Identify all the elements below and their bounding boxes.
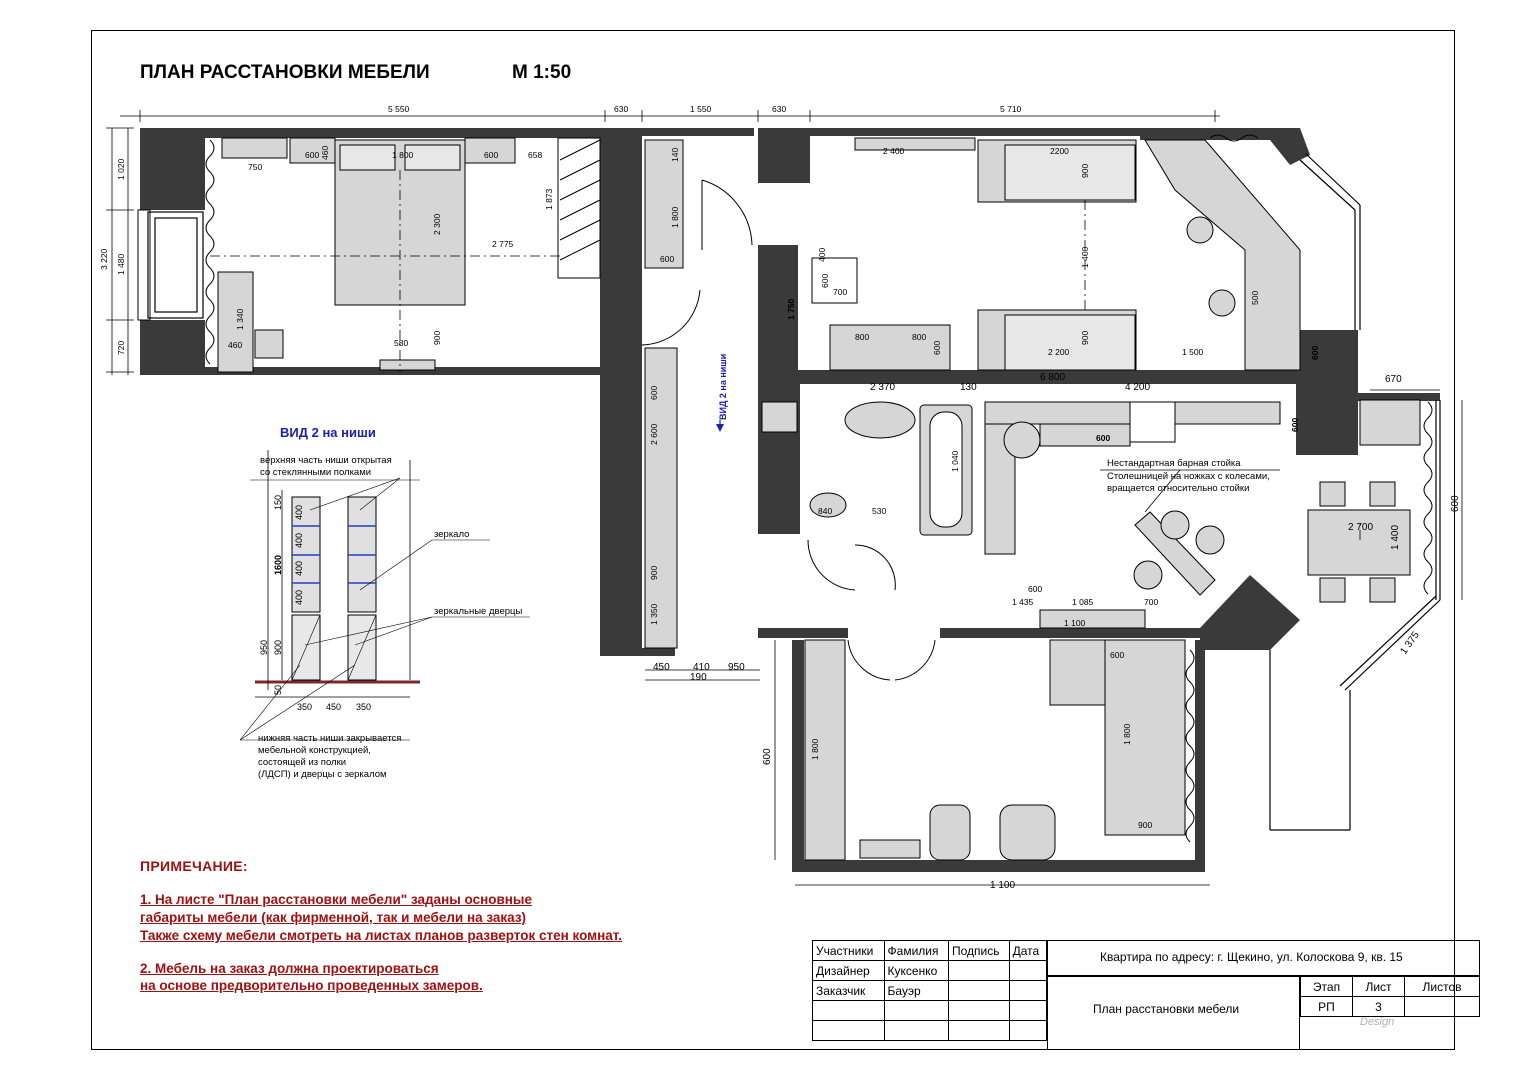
- dim-inner-60: 670: [1385, 374, 1402, 385]
- tb-header-date: Дата: [1009, 941, 1046, 961]
- dim-inner-4: 600: [484, 150, 499, 160]
- tb-name-client: Бауэр: [884, 981, 948, 1001]
- view2-left-2: 1600: [273, 554, 283, 575]
- dim-inner-42: 2 370: [870, 382, 896, 393]
- dim-inner-30: 600: [932, 340, 942, 355]
- dim-inner-44: 6 800: [1040, 372, 1066, 383]
- view2-title: ВИД 2 на ниши: [280, 425, 376, 440]
- tb-sheets-header: Листов: [1405, 977, 1480, 997]
- tb-sheet-header: Лист: [1353, 977, 1405, 997]
- note-line-3: Также схему мебели смотреть на листах планов разверток стен комнат.: [140, 928, 622, 943]
- dim-inner-98: 1 800: [810, 738, 820, 760]
- view2-label-doors: зеркальные дверцы: [434, 606, 523, 617]
- dim-top-1: 5 550: [388, 104, 410, 114]
- bar-note-line3: вращается относительно стойки: [1107, 483, 1250, 494]
- dim-inner-17: 400: [817, 247, 827, 262]
- dim-inner-9: 1 340: [235, 308, 245, 330]
- dim-inner-80: 1 100: [1064, 618, 1086, 628]
- dim-inner-7: 2 775: [492, 239, 514, 249]
- dim-inner-25: 900: [1080, 330, 1090, 345]
- dim-inner-78: 700: [1144, 597, 1159, 607]
- dim-inner-15: 1 800: [670, 206, 680, 228]
- dim-inner-45: 4 200: [1125, 382, 1151, 393]
- dim-inner-0: 750: [248, 162, 263, 172]
- watermark-logo: Design: [1360, 1016, 1395, 1028]
- dim-inner-26: 2 200: [1048, 347, 1070, 357]
- dim-inner-59: 600: [1290, 417, 1300, 432]
- dim-left-2: 1 020: [116, 158, 126, 180]
- dim-inner-43: 130: [960, 382, 977, 393]
- dim-inner-1: 600: [305, 150, 320, 160]
- page-title: ПЛАН РАССТАНОВКИ МЕБЕЛИ: [140, 62, 430, 83]
- dim-left-4: 720: [116, 340, 126, 355]
- view2-label-mirror: зеркало: [434, 529, 470, 540]
- dim-inner-107: 900: [1138, 820, 1153, 830]
- dim-inner-18: 600: [820, 273, 830, 288]
- view2-shelf-3: 400: [294, 560, 304, 576]
- dim-inner-28: 800: [855, 332, 870, 342]
- dim-inner-91: 1 350: [649, 603, 659, 625]
- dim-inner-16: 600: [660, 254, 675, 264]
- dim-inner-105: 1 800: [1122, 723, 1132, 745]
- bar-note-line1: Нестандартная барная стойка: [1107, 458, 1241, 469]
- dim-inner-76: 1 435: [1012, 597, 1034, 607]
- view2-marker: [716, 354, 728, 432]
- dim-left-3: 1 480: [116, 253, 126, 275]
- title-block-address-cell: [1047, 940, 1480, 976]
- view2-bottom-2: 450: [326, 702, 342, 712]
- tb-sheets: [1405, 997, 1480, 1017]
- dim-inner-27: 1 500: [1182, 347, 1204, 357]
- dim-inner-41: 600: [1310, 345, 1320, 360]
- tb-stage-header: Этап: [1301, 977, 1353, 997]
- dim-inner-3: 1 800: [392, 150, 414, 160]
- view2-left-1: 150: [273, 494, 283, 510]
- dim-inner-8: 1 873: [544, 188, 554, 210]
- view2-left-4: 900: [273, 639, 283, 655]
- notes-heading: ПРИМЕЧАНИЕ:: [140, 858, 248, 874]
- dim-inner-95: 190: [690, 672, 707, 683]
- view2-label-bottom-2: мебельной конструкцией,: [258, 745, 371, 756]
- dim-inner-19: 700: [833, 287, 848, 297]
- tb-stage: РП: [1301, 997, 1353, 1017]
- dim-inner-93: 410: [693, 662, 710, 673]
- dim-inner-2: 460: [320, 145, 330, 160]
- dim-inner-21: 2 400: [883, 146, 905, 156]
- view2-label-bottom-4: (ЛДСП) и дверцы с зеркалом: [258, 769, 387, 780]
- dim-inner-12: 900: [432, 330, 442, 345]
- dim-inner-90: 900: [649, 565, 659, 580]
- dim-inner-6: 2 300: [432, 213, 442, 235]
- view2-label-bottom-3: состоящей из полки: [258, 757, 347, 768]
- dim-inner-82: 1 375: [1398, 629, 1422, 657]
- bar-note: [1107, 458, 1270, 494]
- view2-left-3: 950: [259, 639, 269, 655]
- view2-label-top-1: верхняя часть ниши открытая: [260, 455, 392, 466]
- dim-inner-69: 1 040: [950, 450, 960, 472]
- dim-inner-65: 2 700: [1348, 522, 1374, 533]
- view2-detail: [240, 450, 530, 740]
- dim-inner-10: 460: [228, 340, 243, 350]
- note-line-2: габариты мебели (как фирменной, так и мебели на заказ): [140, 910, 527, 925]
- dim-inner-22: 2200: [1050, 146, 1069, 156]
- view2-shelf-4: 400: [294, 589, 304, 605]
- dim-inner-101: 600: [762, 748, 773, 765]
- dim-inner-37: 500: [1250, 290, 1260, 305]
- dim-inner-64: 600: [1450, 495, 1461, 512]
- scale-label: М 1:50: [512, 62, 572, 83]
- dim-inner-56: 600: [1096, 433, 1111, 443]
- dim-inner-5: 658: [528, 150, 543, 160]
- dim-inner-11: 580: [394, 338, 409, 348]
- dim-inner-108: 1 100: [990, 880, 1016, 891]
- dim-top-5: 5 710: [1000, 104, 1022, 114]
- dim-inner-20: 1 750: [786, 298, 796, 320]
- tb-sheet-name: План расстановки мебели: [1093, 1002, 1240, 1016]
- dim-inner-88: 2 600: [649, 423, 659, 445]
- view2-label-bottom-1: нижняя часть ниши закрывается: [258, 733, 402, 744]
- dim-inner-75: 600: [1028, 584, 1043, 594]
- dim-inner-92: 450: [653, 662, 670, 673]
- tb-role-designer: Дизайнер: [813, 961, 885, 981]
- tb-sheet: 3: [1353, 997, 1405, 1017]
- dim-inner-66: 1 400: [1390, 524, 1401, 550]
- title-block-sheetname-cell: [1047, 976, 1300, 1050]
- dim-inner-68: 530: [872, 506, 887, 516]
- dim-inner-77: 1 085: [1072, 597, 1094, 607]
- dim-left-1: 3 220: [99, 248, 109, 270]
- tb-role-client: Заказчик: [813, 981, 885, 1001]
- dim-top-3: 1 550: [690, 104, 712, 114]
- tb-header-surname: Фамилия: [884, 941, 948, 961]
- view2-plan-label: ВИД 2 на ниши: [718, 353, 728, 420]
- dim-inner-94: 950: [728, 662, 745, 673]
- view2-bottom-1: 350: [297, 702, 313, 712]
- tb-header-signature: Подпись: [949, 941, 1010, 961]
- dim-inner-29: 800: [912, 332, 927, 342]
- view2-bottom-3: 350: [356, 702, 372, 712]
- view2-left-5: 50: [273, 684, 283, 695]
- dim-inner-67: 840: [818, 506, 833, 516]
- tb-name-designer: Куксенко: [884, 961, 948, 981]
- tb-address: Квартира по адресу: г. Щекино, ул. Колоскова 9, кв. 15: [1100, 950, 1403, 964]
- title-block-participants: [812, 940, 1047, 1041]
- dim-inner-23: 900: [1080, 163, 1090, 178]
- dim-inner-104: 600: [1110, 650, 1125, 660]
- view2-shelf-2: 400: [294, 532, 304, 548]
- dim-top-4: 630: [772, 104, 787, 114]
- title-block-stage: [1300, 976, 1480, 1017]
- note-line-4: 2. Мебель на заказ должна проектироваться: [140, 961, 439, 976]
- dim-inner-14: 140: [670, 147, 680, 162]
- view2-label-top-2: со стеклянными полками: [260, 467, 372, 478]
- note-line-1: 1. На листе "План расстановки мебели" заданы основные: [140, 892, 532, 907]
- note-line-5: на основе предворительно проведенных замеров.: [140, 978, 483, 993]
- tb-header-participants: Участники: [813, 941, 885, 961]
- dim-top-2: 630: [614, 104, 629, 114]
- dim-inner-24: 1 400: [1080, 246, 1090, 268]
- dim-inner-85: 600: [649, 385, 659, 400]
- view2-shelf-1: 400: [294, 504, 304, 520]
- bar-note-line2: Столешницей на ножках с колесами,: [1107, 471, 1270, 482]
